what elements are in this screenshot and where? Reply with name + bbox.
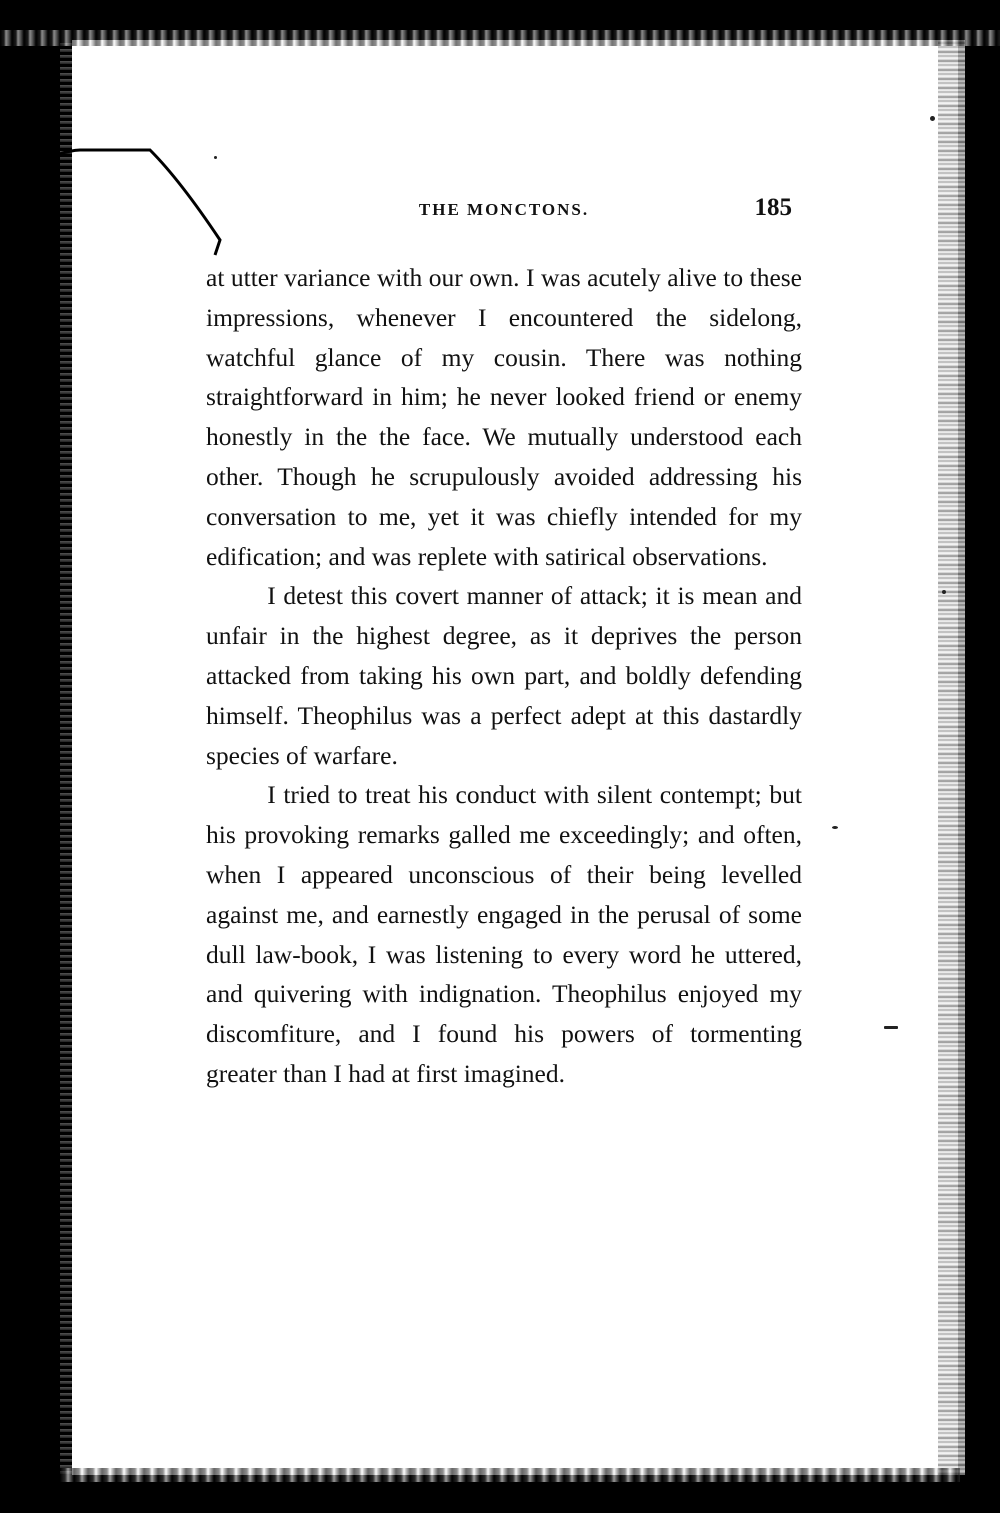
paragraph: I tried to treat his conduct with silent contempt; but his provoking remarks galled me exceedingly; and often, when I appeared unconscious of their being levelled against me, and earnestly engaged in the perusal of some dull law-book, I was listening to every word he uttered, and quivering with indignation. Theophilus enjoyed my discomfiture, and I found his powers of tormenting greater than I had at first imagined. [206, 780, 802, 1088]
binding-curve-mark [0, 140, 240, 290]
page-bottom-edge [60, 1468, 960, 1482]
scan-speck [832, 826, 838, 829]
body-text [206, 258, 802, 1094]
scan-speck [884, 1026, 898, 1029]
scan-speck [214, 156, 217, 159]
scan-speck [930, 116, 935, 121]
page-right-edge [938, 40, 968, 1475]
scan-speck [942, 590, 946, 594]
running-title: THE MONCTONS. [418, 200, 590, 219]
running-head [206, 194, 802, 234]
scan-right-border [965, 0, 1000, 1513]
paragraph: at utter variance with our own. I was acutely alive to these impressions, whenever I encountered the sidelong, watchful glance of my cousin. There was nothing straightforward in him; he never looked friend or enemy honestly in the the face. We mutually understood each other. Though he scrupulously avoided addressing his conversation to me, yet it was chiefly intended for my edification; and was replete with satirical observations. [206, 263, 802, 571]
page-top-edge [0, 30, 1000, 46]
paragraph: I detest this covert manner of attack; it is mean and unfair in the highest degree, as it deprives the person attacked from taking his own part, and boldly defending himself. Theophilus was a perfect adept at this dastardly species of warfare. [206, 581, 802, 770]
page-number: 185 [754, 194, 792, 221]
